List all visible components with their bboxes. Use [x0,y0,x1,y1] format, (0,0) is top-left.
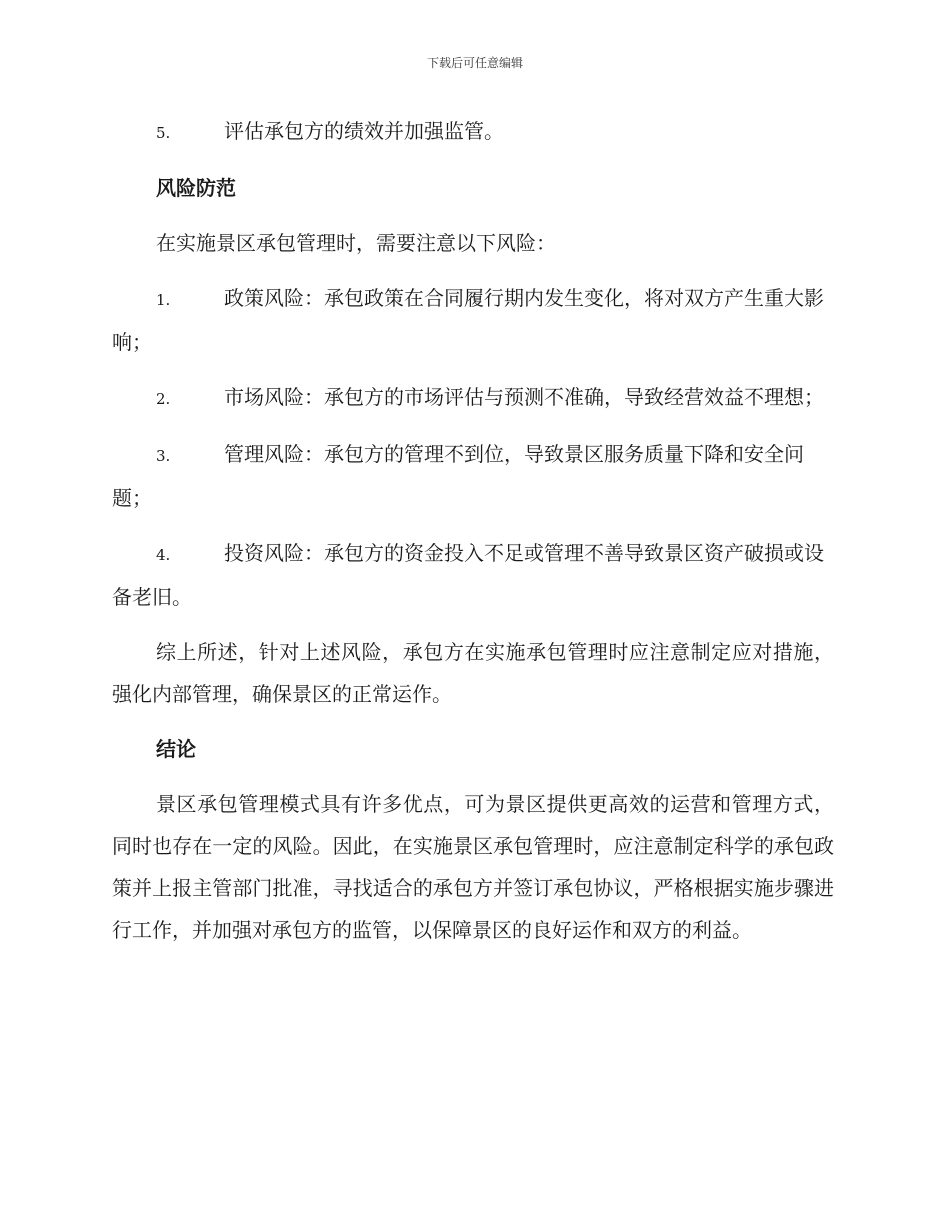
list-item [112,433,834,519]
list-number: 5. [156,124,171,142]
list-text: 市场风险：承包方的市场评估与预测不准确，导致经营效益不理想； [224,385,824,409]
list-number: 2. [156,390,171,408]
list-number: 1. [156,291,171,309]
list-text: 投资风险：承包方的资金投入不足或管理不善导致景区资产破损或设备老旧。 [112,541,824,609]
list-number: 4. [156,546,171,564]
list-text: 管理风险：承包方的管理不到位，导致景区服务质量下降和安全问题； [112,442,804,510]
list-text: 评估承包方的绩效并加强监管。 [224,119,504,143]
risk-intro-paragraph: 在实施景区承包管理时，需要注意以下风险： [156,231,556,255]
section-heading-risk: 风险防范 [156,176,236,200]
list-item [112,277,834,363]
list-item [112,532,834,618]
page-header: 下载后可任意编辑 [426,56,523,70]
document-body [112,110,834,964]
list-item [112,376,834,420]
list-item [112,110,834,154]
conclusion-paragraph: 景区承包管理模式具有许多优点，可为景区提供更高效的运营和管理方式，同时也存在一定的风险。因此，在实施景区承包管理时，应注意制定科学的承包政策并上报主管部门批准，寻找适合的承包方并签订承包协议，严格根据实施步骤进行工作，并加强对承包方的监管，以保障景区的良好运作和双方的利益。 [112,792,834,942]
risk-summary-paragraph: 综上所述，针对上述风险，承包方在实施承包管理时应注意制定应对措施，强化内部管理，确保景区的正常运作。 [112,640,834,706]
list-number: 3. [156,447,171,465]
list-text: 政策风险：承包政策在合同履行期内发生变化，将对双方产生重大影响； [112,286,824,354]
section-heading-conclusion: 结论 [156,737,196,761]
